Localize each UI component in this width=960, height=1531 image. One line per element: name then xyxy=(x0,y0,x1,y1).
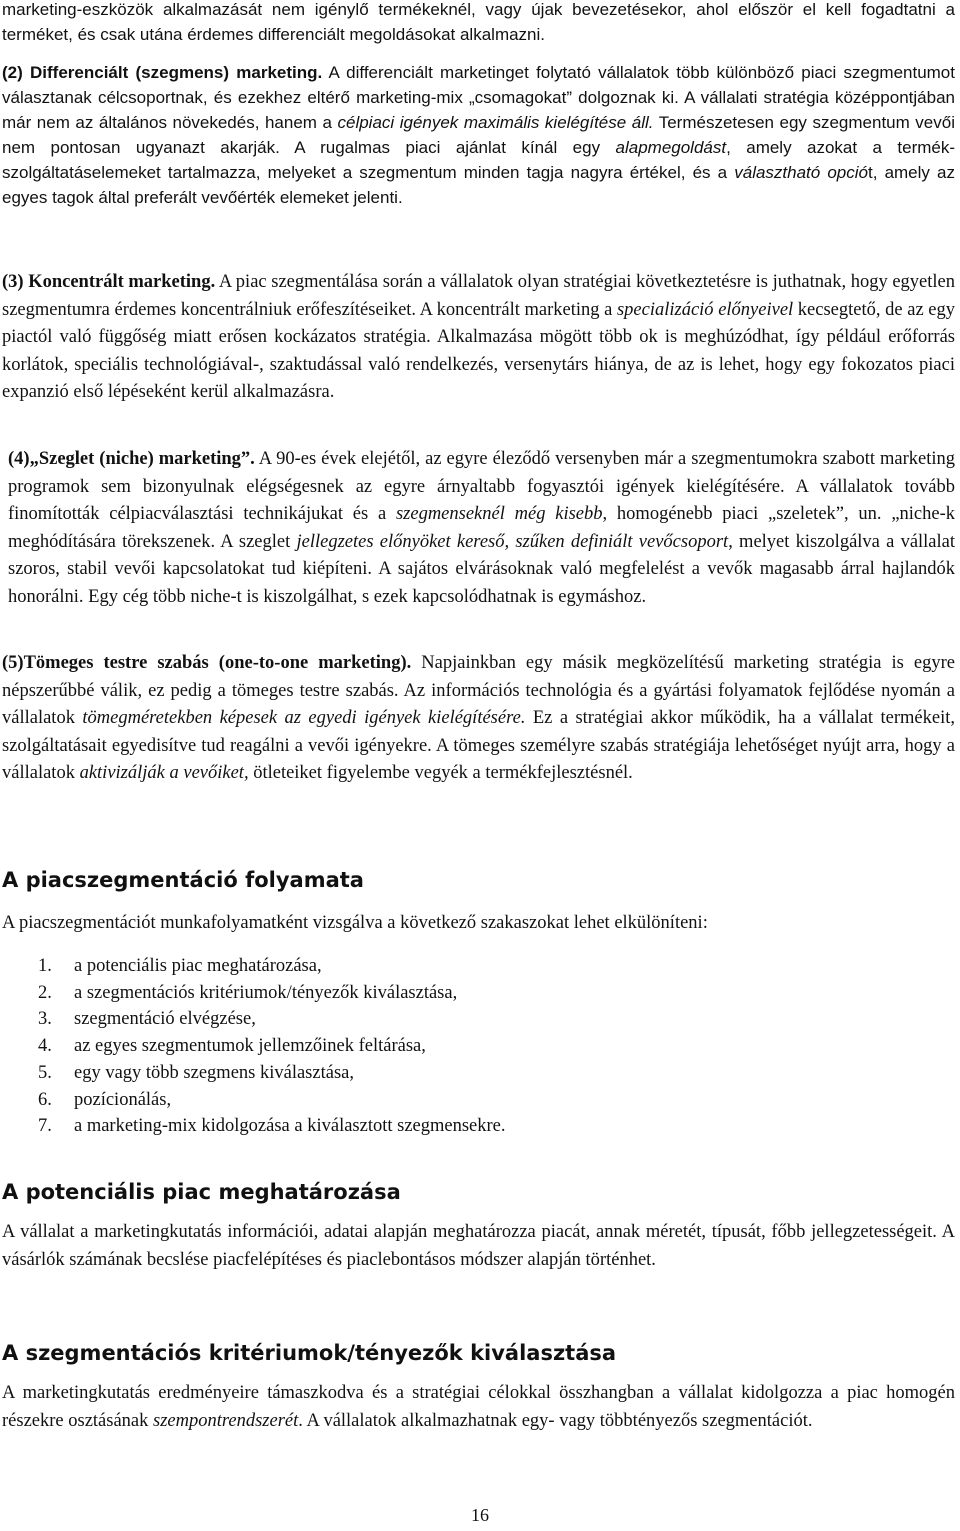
segmentation-criteria-paragraph xyxy=(2,1380,955,1435)
page-number: 16 xyxy=(471,1505,489,1525)
paragraph-emphasis: aktivizálják a vevőiket, xyxy=(79,763,249,783)
potential-market-paragraph xyxy=(2,1219,955,1274)
list-text: egy vagy több szegmens kiválasztása, xyxy=(74,1062,354,1083)
paragraph-text: , homogénebb piaci „szeletek”, un. „niche-k meghódítására törekszenek. A szeglet xyxy=(8,504,955,552)
concentrated-heading: (3) Koncentrált marketing. xyxy=(2,272,216,292)
list-number: 1. xyxy=(38,956,52,976)
list-text: a marketing-mix kidolgozása a kiválasztott szegmensekre. xyxy=(74,1116,506,1137)
paragraph-text: A 90-es évek elejétől, az egyre éleződő versenyben már a szegmentumokra szabott marketing programok sem bizonyulnak elégségesnek az egyre árnyaltabb fogyasztói igények kielégítésére. A vállalatok tovább finomították célpiacválasztási technikájukat és a xyxy=(8,449,956,524)
paragraph-text: A piacszegmentációt munkafolyamatként vizsgálva a következő szakaszokat lehet elkülöníteni: xyxy=(2,913,708,933)
differentiated-heading: (2) Differenciált (szegmens) marketing. xyxy=(2,63,323,82)
paragraph-text: Természetesen egy szegmentum vevői nem pontosan ugyanazt akarják. A rugalmas piaci ajánlat kínál egy xyxy=(2,113,955,157)
paragraph-emphasis: jellegzetes előnyöket kereső, szűken definiált vevőcsoport xyxy=(296,531,729,552)
list-text: a szegmentációs kritériumok/tényezők kiválasztása, xyxy=(74,982,458,1003)
paragraph-text: , melyet kiszolgálva a vállalat szoros, stabil vevői kapcsolatokat tud kiépíteni. A sajátos elvárásoknak való megfelelést a vevők magasabb árral hajlandók honorálni. Egy cég több niche-t is kiszolgálhat, s ezek kapcsolódhatnak is egymáshoz. xyxy=(8,531,956,607)
list-text: az egyes szegmentumok jellemzőinek feltárása, xyxy=(74,1036,426,1057)
list-item xyxy=(38,1006,506,1033)
list-text: a potenciális piac meghatározása, xyxy=(74,956,322,976)
paragraph-emphasis: szegmenseknél még kisebb xyxy=(395,504,603,524)
paragraph-text: Napjainkban egy másik megközelítésű marketing stratégia is egyre népszerűbbé válik, ez pedig a tömeges testre szabás. Az információs technológia és a gyártási folyamatok fejlődése nyomán a vállalatok xyxy=(2,653,955,728)
list-item xyxy=(38,980,506,1007)
paragraph-emphasis: választható opció xyxy=(734,163,868,182)
mass-customization-heading: (5)Tömeges testre szabás (one-to-one marketing). xyxy=(2,653,412,673)
paragraph-emphasis: alapmegoldást xyxy=(615,138,727,157)
differentiated-marketing-paragraph xyxy=(2,60,955,210)
segmentation-steps-list xyxy=(38,953,506,1140)
list-number: 6. xyxy=(38,1089,52,1110)
list-number: 5. xyxy=(38,1062,52,1083)
list-number: 3. xyxy=(38,1009,52,1030)
paragraph-text: t, amely az egyes tagok által preferált vevőérték elemeket jelenti. xyxy=(2,163,955,207)
concentrated-marketing-paragraph xyxy=(2,269,955,407)
list-item xyxy=(38,1060,506,1087)
list-number: 7. xyxy=(38,1116,52,1137)
paragraph-text: , amely azokat a termék-szolgáltatáselemeket tartalmazza, melyeket a szegmentum minden tagja nagyra értékel, és a xyxy=(2,138,956,182)
list-item xyxy=(38,1033,506,1060)
list-item xyxy=(38,953,506,980)
paragraph-text: A piac szegmentálása során a vállalatok olyan stratégiai következtetésre is juthatnak, hogy egyetlen szegmentumra érdemes koncentrálniuk erőfeszítéseiket. A koncentrált marketing a xyxy=(2,272,955,320)
paragraph-text: . A vállalatok alkalmazhatnak egy- vagy többtényezős szegmentációt. xyxy=(298,1410,813,1431)
list-number: 2. xyxy=(38,982,52,1003)
paragraph-text: ötleteiket figyelembe vegyék a termékfejlesztésnél. xyxy=(248,763,633,783)
section-title-segmentation-process: A piacszegmentáció folyamata xyxy=(2,868,364,892)
intro-paragraph xyxy=(2,0,955,47)
section-title-segmentation-criteria: A szegmentációs kritériumok/tényezők kiválasztása xyxy=(2,1341,617,1365)
paragraph-emphasis: szempontrendszerét xyxy=(153,1410,299,1431)
niche-marketing-paragraph xyxy=(8,446,955,611)
mass-customization-paragraph xyxy=(2,650,955,788)
paragraph-text: A differenciált marketinget folytató vállalatok több különböző piaci szegmentumot választanak célcsoportnak, és ezekhez eltérő marketing-mix „csomagokat” dolgoznak ki. A vállalati stratégia középpontjában már nem az általános növekedés, hanem a xyxy=(2,63,955,132)
paragraph-text: A marketingkutatás eredményeire támaszkodva és a stratégiai célokkal összhangban a vállalat kidolgozza a piac homogén részekre osztásának xyxy=(2,1383,955,1431)
paragraph-text: kecsegtető, de az egy piactól való függőség miatt erősen kockázatos stratégia. Alkalmazása mögött több ok is meghúzódhat, így például erőforrás korlátok, speciális technológiával-, szaktudással való rendelkezés, versenytárs hiánya, de az is lehet, hogy egy fokozatos piaci expanzió első lépéseként kerül alkalmazásra. xyxy=(2,299,955,402)
paragraph-text: Ez a stratégiai akkor működik, ha a vállalat termékeit, szolgáltatásait egyedisítve tud reagálni a vevői igényekre. A tömeges személyre szabás stratégiája lehetőséget nyújt arra, hogy a vállalatok xyxy=(2,708,955,783)
paragraph-emphasis: tömegméretekben képesek az egyedi igények kielégítésére. xyxy=(82,708,526,728)
paragraph-emphasis: célpiaci igények maximális kielégítése áll. xyxy=(337,113,654,132)
paragraph-emphasis: specializáció előnyeivel xyxy=(616,299,794,320)
list-item xyxy=(38,1087,506,1114)
list-text: pozícionálás, xyxy=(74,1089,172,1110)
list-text: szegmentáció elvégzése, xyxy=(74,1009,256,1030)
segmentation-process-intro xyxy=(2,910,955,938)
paragraph-text: A vállalat a marketingkutatás információi, adatai alapján meghatározza piacát, annak méretét, típusát, főbb jellegzetességeit. A vásárlók számának becslése piacfelépítéses és piaclebontásos módszer alapján történhet. xyxy=(2,1222,955,1270)
niche-heading: (4)„Szeglet (niche) marketing”. xyxy=(8,449,255,469)
list-item xyxy=(38,1113,506,1140)
section-title-potential-market: A potenciális piac meghatározása xyxy=(2,1180,401,1204)
intro-text: marketing-eszközök alkalmazását nem igénylő termékeknél, vagy újak bevezetésekor, ahol először el kell fogadtatni a terméket, és csak utána érdemes differenciált megoldásokat alkalmazni. xyxy=(2,0,955,44)
list-number: 4. xyxy=(38,1036,52,1057)
